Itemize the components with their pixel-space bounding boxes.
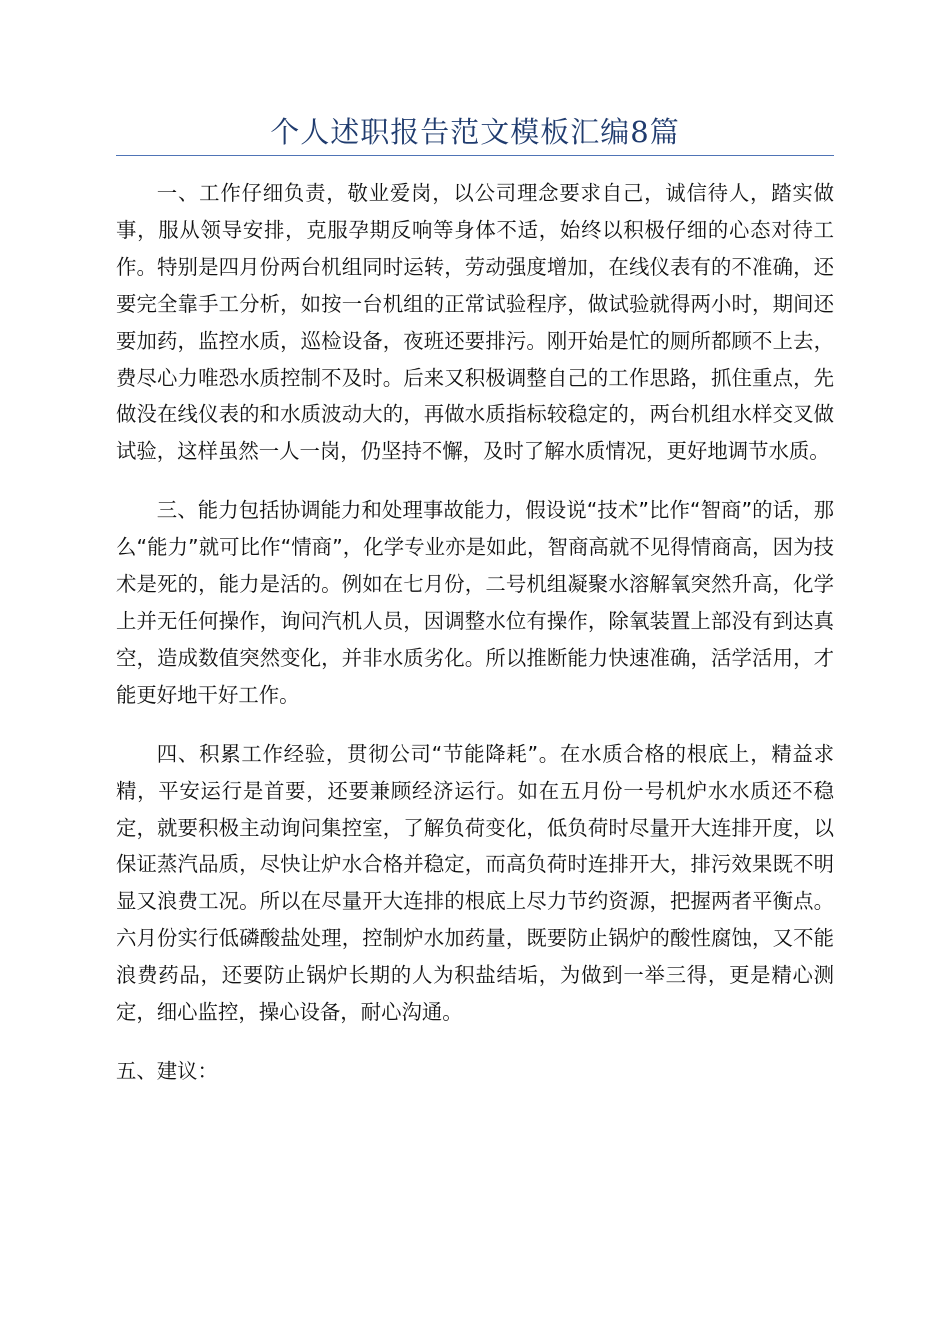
paragraph-ability: 三、能力包括协调能力和处理事故能力，假设说“技术”比作“智商”的话，那么“能力”就可比作“情商”，化学专业亦是如此，智商高就不见得情商高，因为技术是死的，能力是活的。例如在七月份，二号机组凝聚水溶解氧突然升高，化学上并无任何操作，询问汽机人员，因调整水位有操作，除氧装置上部没有到达真空，造成数值突然变化，并非水质劣化。所以推断能力快速准确，活学活用，才能更好地干好工作。 xyxy=(116,498,834,707)
paragraph-experience: 四、积累工作经验，贯彻公司“节能降耗”。在水质合格的根底上，精益求精，平安运行是首要，还要兼顾经济运行。如在五月份一号机炉水水质还不稳定，就要积极主动询问集控室，了解负荷变化，低负荷时尽量开大连排开度，以保证蒸汽品质，尽快让炉水合格并稳定，而高负荷时连排开大，排污效果既不明显又浪费工况。所以在尽量开大连排的根底上尽力节约资源，把握两者平衡点。六月份实行低磷酸盐处理，控制炉水加药量，既要防止锅炉的酸性腐蚀，又不能浪费药品，还要防止锅炉长期的人为积盐结垢，为做到一举三得，更是精心测定，细心监控，操心设备，耐心沟通。 xyxy=(116,741,834,1025)
paragraph-suggestions-heading: 五、建议： xyxy=(116,1058,218,1083)
page-title: 个人述职报告范文模板汇编8篇 xyxy=(270,115,680,149)
document-body xyxy=(116,175,834,1112)
title-underline xyxy=(116,155,834,156)
paragraph-work-attitude: 一、工作仔细负责，敬业爱岗，以公司理念要求自己，诚信待人，踏实做事，服从领导安排，克服孕期反响等身体不适，始终以积极仔细的心态对待工作。特别是四月份两台机组同时运转，劳动强度增加，在线仪表有的不准确，还要完全靠手工分析，如按一台机组的正常试验程序，做试验就得两小时，期间还要加药，监控水质，巡检设备，夜班还要排污。刚开始是忙的厕所都顾不上去，费尽心力唯恐水质控制不及时。后来又积极调整自己的工作思路，抓住重点，先做没在线仪表的和水质波动大的，再做水质指标较稳定的，两台机组水样交叉做试验，这样虽然一人一岗，仍坚持不懈，及时了解水质情况，更好地调节水质。 xyxy=(116,181,834,464)
